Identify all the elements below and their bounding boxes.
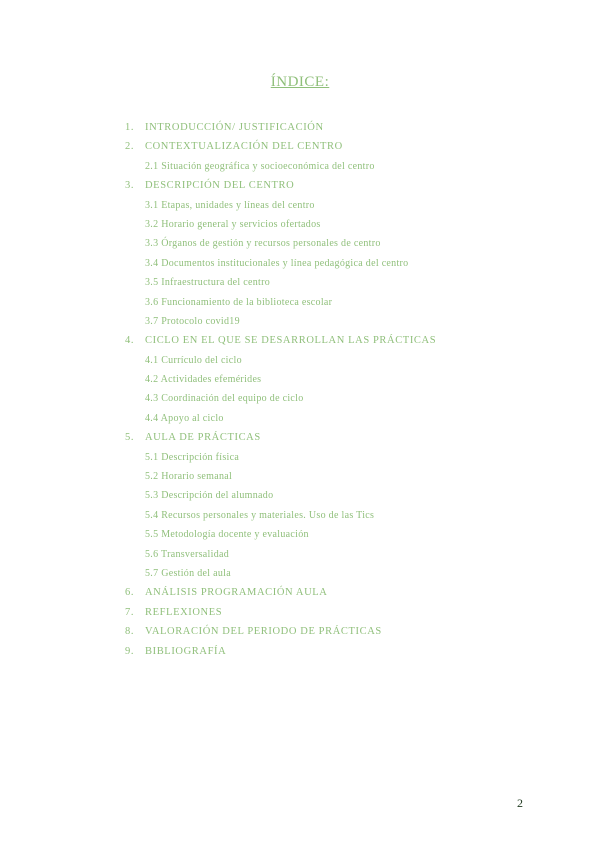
toc-section — [125, 176, 565, 195]
toc-label: 3.7 Protocolo covid19 — [145, 315, 240, 327]
toc-label: CICLO EN EL QUE SE DESARROLLAN LAS PRÁCTICAS — [145, 335, 437, 347]
toc-label: 5.2 Horario semanal — [145, 471, 233, 483]
toc-label: REFLEXIONES — [145, 606, 223, 618]
toc-subsection — [125, 234, 565, 253]
toc-label: 3.5 Infraestructura del centro — [145, 277, 271, 289]
toc-section — [125, 642, 565, 661]
toc-label: 5.5 Metodología docente y evaluación — [145, 529, 309, 541]
table-of-contents — [125, 118, 565, 661]
toc-subsection — [125, 389, 565, 408]
toc-section — [125, 583, 565, 602]
page-number: 2 — [517, 796, 523, 810]
toc-label: 5.4 Recursos personales y materiales. Uso de las Tics — [145, 509, 375, 521]
toc-number: 6. — [125, 587, 135, 599]
toc-label: 4.3 Coordinación del equipo de ciclo — [145, 393, 304, 405]
page-title: ÍNDICE: — [270, 74, 330, 90]
toc-label: 4.1 Currículo del ciclo — [145, 354, 242, 366]
toc-subsection — [125, 215, 565, 234]
toc-label: INTRODUCCIÓN/ JUSTIFICACIÓN — [145, 122, 324, 133]
toc-label: 2.1 Situación geográfica y socioeconómica del centro — [145, 160, 375, 172]
toc-subsection — [125, 370, 565, 389]
toc-section — [125, 603, 565, 622]
toc-number: 4. — [125, 335, 135, 347]
toc-label: 5.3 Descripción del alumnado — [145, 490, 274, 502]
toc-number: 8. — [125, 626, 135, 638]
toc-label: 5.6 Transversalidad — [145, 548, 230, 560]
toc-number: 5. — [125, 432, 135, 444]
toc-label: 3.4 Documentos institucionales y línea pedagógica del centro — [145, 257, 409, 269]
toc-label: 4.4 Apoyo al ciclo — [145, 412, 224, 424]
toc-label: DESCRIPCIÓN DEL CENTRO — [145, 180, 295, 192]
toc-label: 3.2 Horario general y servicios ofertados — [145, 218, 321, 230]
toc-number: 2. — [125, 141, 135, 153]
toc-section — [125, 137, 565, 156]
toc-label: CONTEXTUALIZACIÓN DEL CENTRO — [145, 141, 343, 153]
toc-subsection — [125, 525, 565, 544]
toc-label: BIBLIOGRAFÍA — [145, 645, 227, 657]
toc-label: 5.1 Descripción física — [145, 451, 240, 463]
toc-label: 4.2 Actividades efemérides — [145, 374, 262, 386]
toc-subsection — [125, 254, 565, 273]
toc-subsection — [125, 545, 565, 564]
toc-label: 3.1 Etapas, unidades y líneas del centro — [145, 199, 315, 211]
toc-number: 3. — [125, 180, 135, 192]
toc-label: 5.7 Gestión del aula — [145, 567, 231, 579]
toc-subsection — [125, 448, 565, 467]
toc-number: 9. — [125, 645, 135, 657]
toc-subsection — [125, 293, 565, 312]
toc-label: ANÁLISIS PROGRAMACIÓN AULA — [145, 587, 328, 599]
toc-number: 1. — [125, 122, 135, 133]
toc-subsection — [125, 486, 565, 505]
toc-label: VALORACIÓN DEL PERIODO DE PRÁCTICAS — [145, 626, 382, 638]
toc-section — [125, 428, 565, 447]
toc-subsection — [125, 351, 565, 370]
toc-label: 3.3 Órganos de gestión y recursos personales de centro — [145, 238, 381, 250]
toc-label: AULA DE PRÁCTICAS — [145, 432, 261, 444]
toc-subsection — [125, 273, 565, 292]
toc-subsection — [125, 196, 565, 215]
toc-subsection — [125, 312, 565, 331]
toc-label: 3.6 Funcionamiento de la biblioteca escolar — [145, 296, 333, 308]
toc-subsection — [125, 564, 565, 583]
toc-section — [125, 331, 565, 350]
toc-subsection — [125, 467, 565, 486]
toc-section — [125, 118, 565, 137]
toc-subsection — [125, 409, 565, 428]
toc-subsection — [125, 157, 565, 176]
toc-number: 7. — [125, 606, 135, 618]
toc-subsection — [125, 506, 565, 525]
toc-section — [125, 622, 565, 641]
